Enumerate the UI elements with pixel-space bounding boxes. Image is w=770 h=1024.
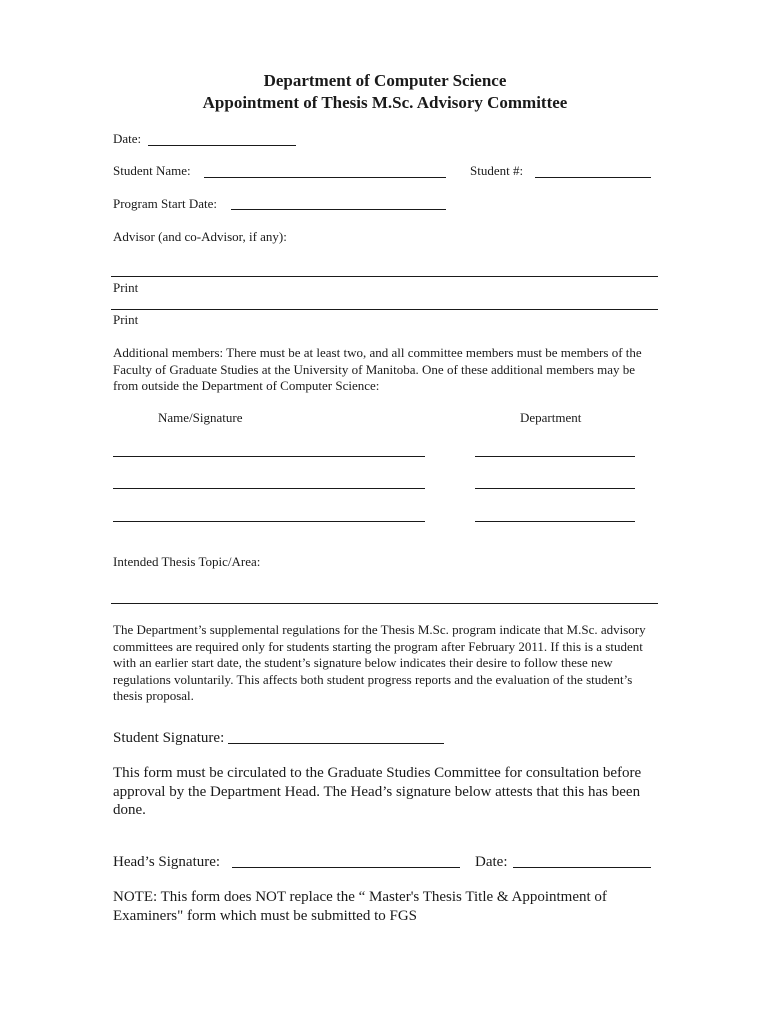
head-signature-label: Head’s Signature: <box>113 854 221 870</box>
member-name-line-2[interactable] <box>113 488 425 489</box>
note-text: NOTE: This form does NOT replace the “ Master's Thesis Title & Appointment of Examiners" form which must be submitted to FGS <box>113 889 607 924</box>
student-signature-line[interactable] <box>228 743 444 744</box>
regulations-text: The Department’s supplemental regulations for the Thesis M.Sc. program indicate that M.Sc. advisory committees are required only for students starting the program after February 2011. If this is a student with an earlier start date, the student’s signature below indicates their desire to follow these new regulations voluntarily. This affects both student progress reports and the evaluation of the student’s thesis proposal. <box>113 622 646 703</box>
member-name-line-1[interactable] <box>113 456 425 457</box>
date-label: Date: <box>113 131 142 146</box>
student-name-field[interactable] <box>204 177 446 178</box>
head-date-line[interactable] <box>513 867 651 868</box>
form-title: Department of Computer Science <box>263 71 507 90</box>
advisor-signature-line-1[interactable] <box>111 276 658 277</box>
student-name-label: Student Name: <box>113 163 191 178</box>
advisor-label: Advisor (and co-Advisor, if any): <box>113 229 287 244</box>
print-label-2: Print <box>113 312 139 327</box>
program-start-field[interactable] <box>231 209 446 210</box>
department-header: Department <box>520 410 582 425</box>
form-subtitle: Appointment of Thesis M.Sc. Advisory Committee <box>202 93 568 112</box>
circulation-text: This form must be circulated to the Graduate Studies Committee for consultation before approval by the Department Head. The Head’s signature below attests that this has been done. <box>113 765 642 818</box>
print-label-1: Print <box>113 280 139 295</box>
member-department-line-2[interactable] <box>475 488 635 489</box>
name-signature-header: Name/Signature <box>158 410 243 425</box>
date-field[interactable] <box>148 145 296 146</box>
program-start-label: Program Start Date: <box>113 196 217 211</box>
additional-members-text: Additional members: There must be at least two, and all committee members must be members of the Faculty of Graduate Studies at the University of Manitoba. One of these additional members may be from outside the Department of Computer Science: <box>113 345 642 393</box>
student-number-label: Student #: <box>470 163 524 178</box>
member-department-line-1[interactable] <box>475 456 635 457</box>
thesis-topic-line[interactable] <box>111 603 658 604</box>
head-date-label: Date: <box>475 854 508 870</box>
head-signature-line[interactable] <box>232 867 460 868</box>
member-name-line-3[interactable] <box>113 521 425 522</box>
member-department-line-3[interactable] <box>475 521 635 522</box>
student-number-field[interactable] <box>535 177 651 178</box>
thesis-topic-label: Intended Thesis Topic/Area: <box>113 554 261 569</box>
student-signature-label: Student Signature: <box>113 730 225 746</box>
advisor-signature-line-2[interactable] <box>111 309 658 310</box>
